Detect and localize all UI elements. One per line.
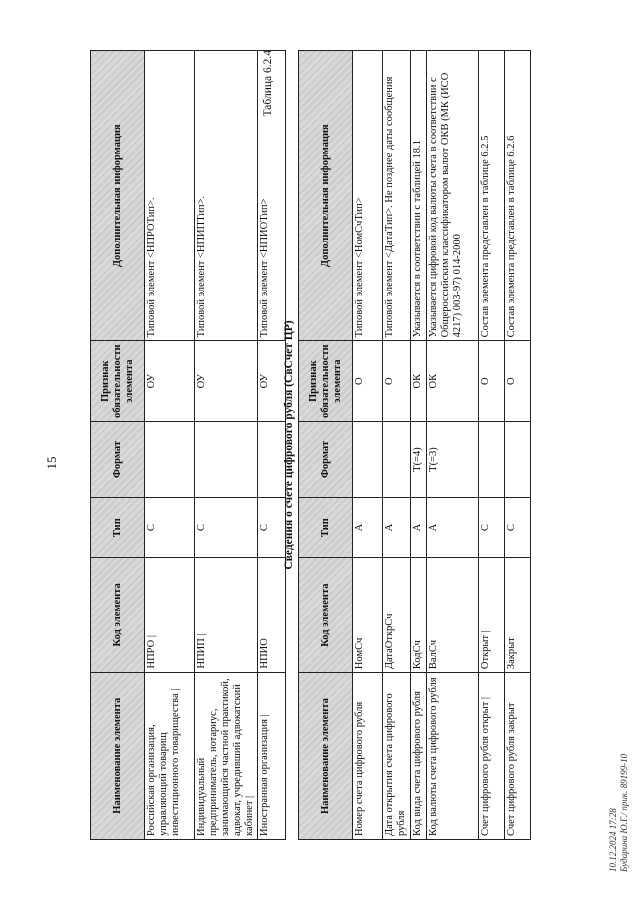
cell-code: ВалСч <box>427 558 479 673</box>
cell-name: Российская организация, управляющий товарищ инвестиционного товарищества | <box>145 672 195 839</box>
cell-code: КодСч <box>411 558 427 673</box>
table-header-row <box>299 51 353 840</box>
cell-code: НПРО | <box>145 558 195 672</box>
table-row <box>353 51 383 840</box>
cell-format <box>195 421 258 497</box>
cell-format: Т(=4) <box>411 421 427 497</box>
table-label: Таблица 6.2.4 <box>262 50 274 117</box>
cell-info: Типовой элемент <НПИОТип> <box>258 51 286 341</box>
cell-info: Указывается в соответствии с таблицей 18.1 <box>411 51 427 341</box>
lower-table <box>298 50 531 840</box>
cell-type: С <box>479 498 505 558</box>
header-type: Тип <box>299 498 353 558</box>
cell-code: НомСч <box>353 558 383 673</box>
header-code: Код элемента <box>299 558 353 673</box>
table-row <box>411 51 427 840</box>
stamp-date: 10.12.2024 17:28 <box>608 808 618 872</box>
header-info: Дополнительная информация <box>91 51 145 341</box>
page-number: 15 <box>44 456 59 470</box>
cell-required: ОУ <box>258 341 286 422</box>
cell-name: Дата открытия счета цифрового рубля <box>383 673 411 840</box>
cell-code: НПИО <box>258 558 286 672</box>
header-required: Признак обязательности элемента <box>91 341 145 422</box>
cell-required: ОК <box>411 341 427 422</box>
cell-code: Открыт | <box>479 558 505 673</box>
cell-required: О <box>383 341 411 422</box>
header-type: Тип <box>91 498 145 558</box>
cell-name: Счет цифрового рубля закрыт <box>505 673 531 840</box>
header-code: Код элемента <box>91 558 145 672</box>
cell-type: С <box>258 498 286 558</box>
header-name: Наименование элемента <box>91 672 145 839</box>
rotated-content <box>0 38 640 888</box>
cell-code: ДатаОткрСч <box>383 558 411 673</box>
cell-format: Т(=3) <box>427 421 479 497</box>
header-info: Дополнительная информация <box>299 51 353 341</box>
cell-required: ОУ <box>145 341 195 422</box>
cell-code: НПИП | <box>195 558 258 672</box>
signature-stamp <box>608 754 630 872</box>
upper-table <box>90 50 286 840</box>
cell-type: А <box>427 498 479 558</box>
cell-info: Состав элемента представлен в таблице 6.2.5 <box>479 51 505 341</box>
table-row <box>195 51 258 840</box>
table-row <box>145 51 195 840</box>
cell-type: С <box>195 498 258 558</box>
table-title: Сведения о счете цифрового рубля (СвСчет ЦР) <box>283 320 295 570</box>
cell-info: Типовой элемент <ДатаТип>. Не позднее даты сообщения <box>383 51 411 341</box>
cell-info: Типовой элемент <НомСчТип> <box>353 51 383 341</box>
table-row <box>505 51 531 840</box>
header-format: Формат <box>91 421 145 497</box>
cell-name: Индивидуальный предприниматель, нотариус, занимающийся частной практикой, адвокат, учредивший адвокатский кабинет | <box>195 672 258 839</box>
cell-info: Указывается цифровой код валюты счета в соответствии с Общероссийским классификатором валют ОКВ (МК (ИСО 4217) 003-97) 014-2000 <box>427 51 479 341</box>
cell-name: Код вида счета цифрового рубля <box>411 673 427 840</box>
cell-format <box>479 421 505 497</box>
cell-info: Типовой элемент <НПРОТип>. <box>145 51 195 341</box>
cell-required: О <box>505 341 531 422</box>
cell-format <box>505 421 531 497</box>
cell-required: О <box>479 341 505 422</box>
cell-info: Типовой элемент <НПИПТип>. <box>195 51 258 341</box>
cell-code: Закрыт <box>505 558 531 673</box>
cell-type: С <box>145 498 195 558</box>
cell-format <box>145 421 195 497</box>
table-header-row <box>91 51 145 840</box>
header-name: Наименование элемента <box>299 673 353 840</box>
cell-type: А <box>353 498 383 558</box>
cell-type: А <box>383 498 411 558</box>
cell-type: С <box>505 498 531 558</box>
header-format: Формат <box>299 421 353 497</box>
cell-name: Счет цифрового рубля открыт | <box>479 673 505 840</box>
table-row <box>383 51 411 840</box>
cell-type: А <box>411 498 427 558</box>
cell-format <box>258 421 286 497</box>
stamp-signer: Бударина Ю.Г./ прик. 89199-10 <box>619 753 629 872</box>
cell-name: Код валюты счета цифрового рубля <box>427 673 479 840</box>
table-row <box>427 51 479 840</box>
cell-name: Иностранная организация | <box>258 672 286 839</box>
cell-required: О <box>353 341 383 422</box>
table-row <box>258 51 286 840</box>
cell-format <box>383 421 411 497</box>
cell-required: ОК <box>427 341 479 422</box>
cell-info: Состав элемента представлен в таблице 6.2.6 <box>505 51 531 341</box>
table-row <box>479 51 505 840</box>
cell-format <box>353 421 383 497</box>
header-required: Признак обязательности элемента <box>299 341 353 422</box>
cell-required: ОУ <box>195 341 258 422</box>
cell-name: Номер счета цифрового рубля <box>353 673 383 840</box>
